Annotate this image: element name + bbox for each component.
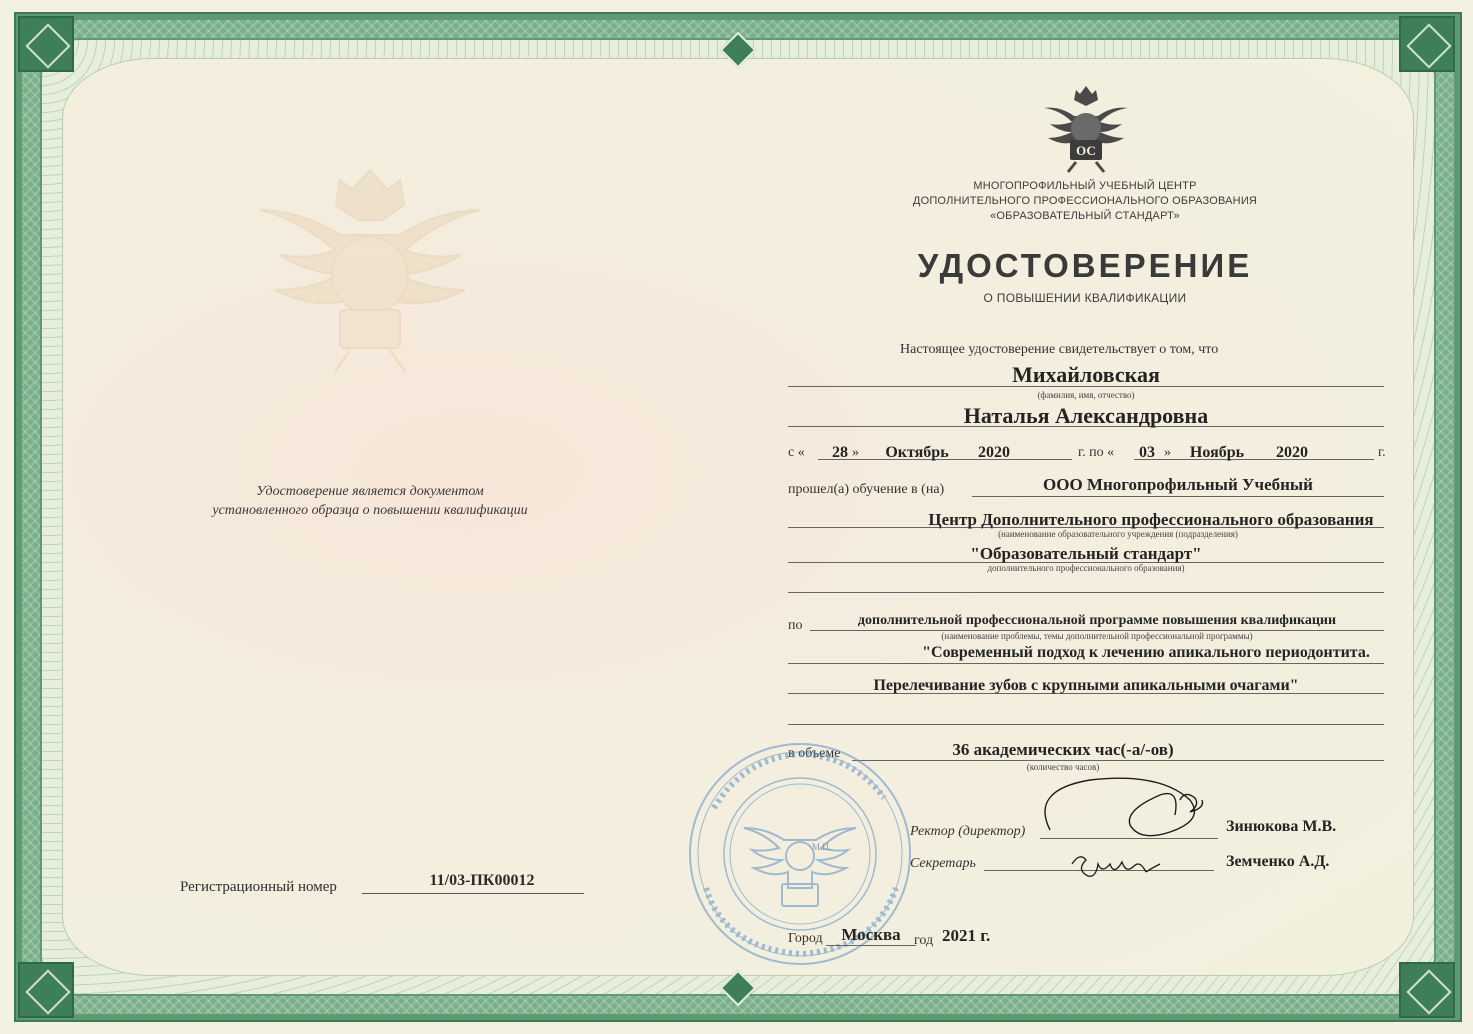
institution-hint-2: дополнительного профессионального образования) bbox=[987, 563, 1185, 573]
holder-surname: Михайловская bbox=[1012, 362, 1160, 387]
year-label: год bbox=[914, 933, 934, 948]
rector-label: Ректор (директор) bbox=[910, 824, 1026, 839]
document-title: УДОСТОВЕРЕНИЕ bbox=[917, 247, 1253, 284]
city-underline bbox=[826, 945, 916, 946]
trained-at-label: прошел(а) обучение в (на) bbox=[788, 482, 945, 497]
city-value: Москва bbox=[841, 925, 901, 944]
program-hint: (наименование проблемы, темы дополнительной профессиональной программы) bbox=[941, 631, 1253, 641]
eagle-watermark-icon bbox=[240, 150, 500, 380]
legal-status-note-line2: установленного образца о повышении квалификации bbox=[212, 503, 528, 518]
stamp-mark-label: М.П. bbox=[812, 842, 832, 852]
organization-name-line2: ДОПОЛНИТЕЛЬНОГО ПРОФЕССИОНАЛЬНОГО ОБРАЗОВАНИЯ bbox=[912, 195, 1258, 207]
organization-eagle-logo-icon bbox=[1040, 82, 1132, 174]
institution-name-line3: "Образовательный стандарт" bbox=[970, 544, 1202, 563]
document-subtitle: О ПОВЫШЕНИИ КВАЛИФИКАЦИИ bbox=[983, 291, 1187, 305]
secretary-name: Земченко А.Д. bbox=[1226, 853, 1330, 870]
period-end-label: г. bbox=[1378, 445, 1386, 460]
intro-text: Настоящее удостоверение свидетельствует о том, что bbox=[900, 342, 1219, 357]
training-volume: 36 академических час(-а/-ов) bbox=[952, 740, 1174, 759]
period-from-day: 28 bbox=[832, 444, 848, 461]
legal-status-note bbox=[160, 482, 580, 520]
institution-hint: (наименование образовательного учреждения (подразделения) bbox=[998, 529, 1238, 539]
rector-signature-icon bbox=[1030, 770, 1230, 844]
corner-ornament-top-left bbox=[18, 16, 74, 72]
corner-ornament-bottom-left bbox=[18, 962, 74, 1018]
period-to-month: Ноябрь bbox=[1189, 444, 1245, 461]
registration-number-value: 11/03-ПК00012 bbox=[429, 872, 535, 889]
period-from-year: 2020 bbox=[978, 444, 1010, 461]
holder-given-names: Наталья Александровна bbox=[963, 403, 1209, 428]
corner-ornament-bottom-right bbox=[1399, 962, 1455, 1018]
period-from-month: Октябрь bbox=[885, 444, 949, 461]
full-name-hint: (фамилия, имя, отчество) bbox=[1037, 390, 1135, 400]
period-from-label: с « bbox=[788, 445, 805, 460]
blank-underline-1 bbox=[788, 592, 1384, 593]
volume-hint: (количество часов) bbox=[1026, 762, 1100, 772]
program-topic-line2: Перелечивание зубов с крупными апикальными очагами" bbox=[873, 677, 1299, 694]
city-label: Город bbox=[788, 931, 823, 946]
corner-ornament-top-right bbox=[1399, 16, 1455, 72]
institution-name-line2: Центр Дополнительного профессионального образования bbox=[928, 510, 1374, 529]
organization-name-line3: «ОБРАЗОВАТЕЛЬНЫЙ СТАНДАРТ» bbox=[990, 210, 1180, 222]
institution-name-line1: ООО Многопрофильный Учебный bbox=[1043, 475, 1313, 494]
registration-number-label: Регистрационный номер bbox=[180, 879, 337, 895]
blank-underline-2 bbox=[788, 724, 1384, 725]
institution-line1-underline bbox=[972, 496, 1384, 497]
period-to-day: 03 bbox=[1139, 444, 1155, 461]
logo-letters: ОС bbox=[1076, 143, 1096, 158]
period-to-year: 2020 bbox=[1276, 444, 1308, 461]
period-to-day-close: » bbox=[1164, 445, 1171, 460]
legal-status-note-line1: Удостоверение является документом bbox=[256, 484, 484, 499]
program-type: дополнительной профессиональной программе повышения квалификации bbox=[857, 613, 1337, 628]
period-from-day-close: » bbox=[852, 445, 859, 460]
topic-line1-underline bbox=[788, 663, 1384, 664]
rector-name: Зинюкова М.В. bbox=[1226, 818, 1337, 835]
organization-name-line1: МНОГОПРОФИЛЬНЫЙ УЧЕБНЫЙ ЦЕНТР bbox=[973, 180, 1197, 192]
program-topic-line1: "Современный подход к лечению апикального периодонтита. bbox=[922, 644, 1370, 661]
period-mid-label: г. по « bbox=[1078, 445, 1115, 460]
volume-underline bbox=[852, 760, 1384, 761]
secretary-label: Секретарь bbox=[910, 856, 976, 871]
volume-label: в объеме bbox=[788, 746, 841, 761]
issue-year: 2021 г. bbox=[942, 926, 991, 945]
secretary-signature-icon bbox=[1066, 846, 1166, 884]
registration-number-underline bbox=[362, 893, 584, 894]
organization-name bbox=[880, 179, 1290, 224]
program-label: по bbox=[788, 618, 803, 633]
